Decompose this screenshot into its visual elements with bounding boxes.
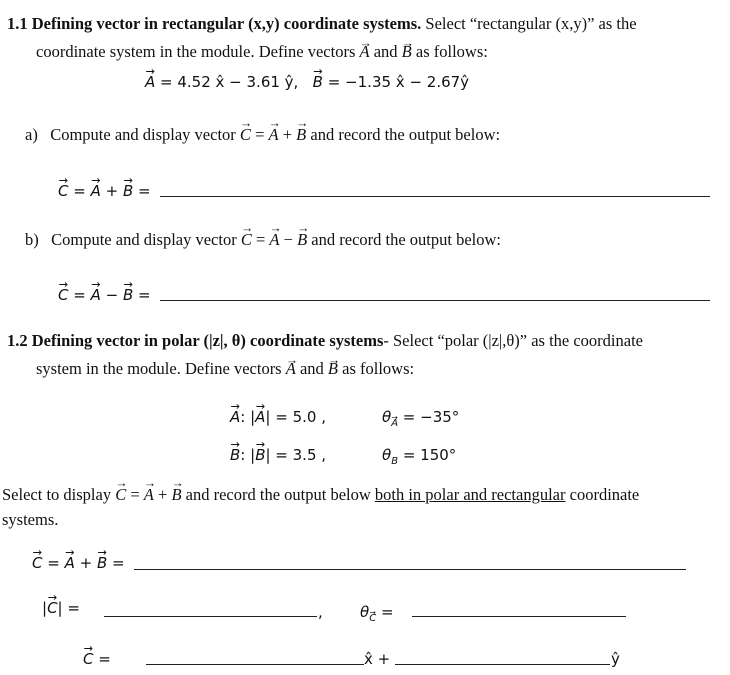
part-a-equation: → C = → A + → B = xyxy=(58,182,151,200)
section-1-2-line1: 1.2 Defining vector in polar (|z|, θ) coordinate systems- Select “polar (|z|,θ)” as the coordinate xyxy=(7,331,643,350)
select-instruction-line1: Select to display → C = → A + → B and record the output below both in polar and rectangular coordinate xyxy=(2,485,639,505)
vector-A-angle: θ→ $_A$ = −35° xyxy=(382,408,459,429)
magnitude-C-label: |→ C| = xyxy=(42,599,80,617)
part-b-prompt: b) Compute and display vector → C = → A − → B and record the output below: xyxy=(25,230,501,250)
polar-sum-answer-line[interactable] xyxy=(134,569,686,570)
part-b-answer-line[interactable] xyxy=(160,300,710,301)
rectangular-C-label: → C = xyxy=(83,650,111,668)
vector-definitions-rectangular: → A = 4.52 x̂ − 3.61 ŷ, → B = −1.35 x̂ − 2.67ŷ xyxy=(145,73,469,91)
x-component-answer-line[interactable] xyxy=(146,664,364,665)
vector-B-angle: $\theta_B = 150^\circ$ xyxy=(382,446,457,467)
part-b-equation: → C = → A − → B = xyxy=(58,286,151,304)
polar-sum-equation: → C = → A + → B = xyxy=(32,554,125,572)
part-a-answer-line[interactable] xyxy=(160,196,710,197)
magnitude-C-answer-line[interactable] xyxy=(104,616,317,617)
section-1-2-heading: 1.2 Defining vector in polar (|z|, θ) coordinate systems xyxy=(7,331,384,350)
y-component-answer-line[interactable] xyxy=(395,664,610,665)
theta-C-answer-line[interactable] xyxy=(412,616,626,617)
section-1-1-heading: 1.1 Defining vector in rectangular (x,y) coordinate systems. xyxy=(7,14,422,33)
y-hat-label: ŷ xyxy=(611,650,620,668)
select-instruction-line2: systems. xyxy=(2,510,59,529)
section-1-2-line2: system in the module. Define vectors → A and → B as follows: xyxy=(36,358,414,380)
x-hat-label: x̂ + xyxy=(364,650,391,668)
vector-A-magnitude: → A: |→ A| = 5.0 , xyxy=(230,408,326,426)
section-1-1-line1: 1.1 Defining vector in rectangular (x,y) coordinate systems. Select “rectangular (x,y)” as the xyxy=(7,14,637,33)
part-a-prompt: a) Compute and display vector → C = → A + → B and record the output below: xyxy=(25,125,500,145)
vector-B-magnitude: → B: |→ B| = 3.5 , xyxy=(230,446,326,464)
section-1-1-line2: coordinate system in the module. Define vectors → A and → B as follows: xyxy=(36,41,488,63)
theta-C-label: θ→ $_C$ = xyxy=(360,603,394,624)
magnitude-comma: , xyxy=(318,603,323,621)
